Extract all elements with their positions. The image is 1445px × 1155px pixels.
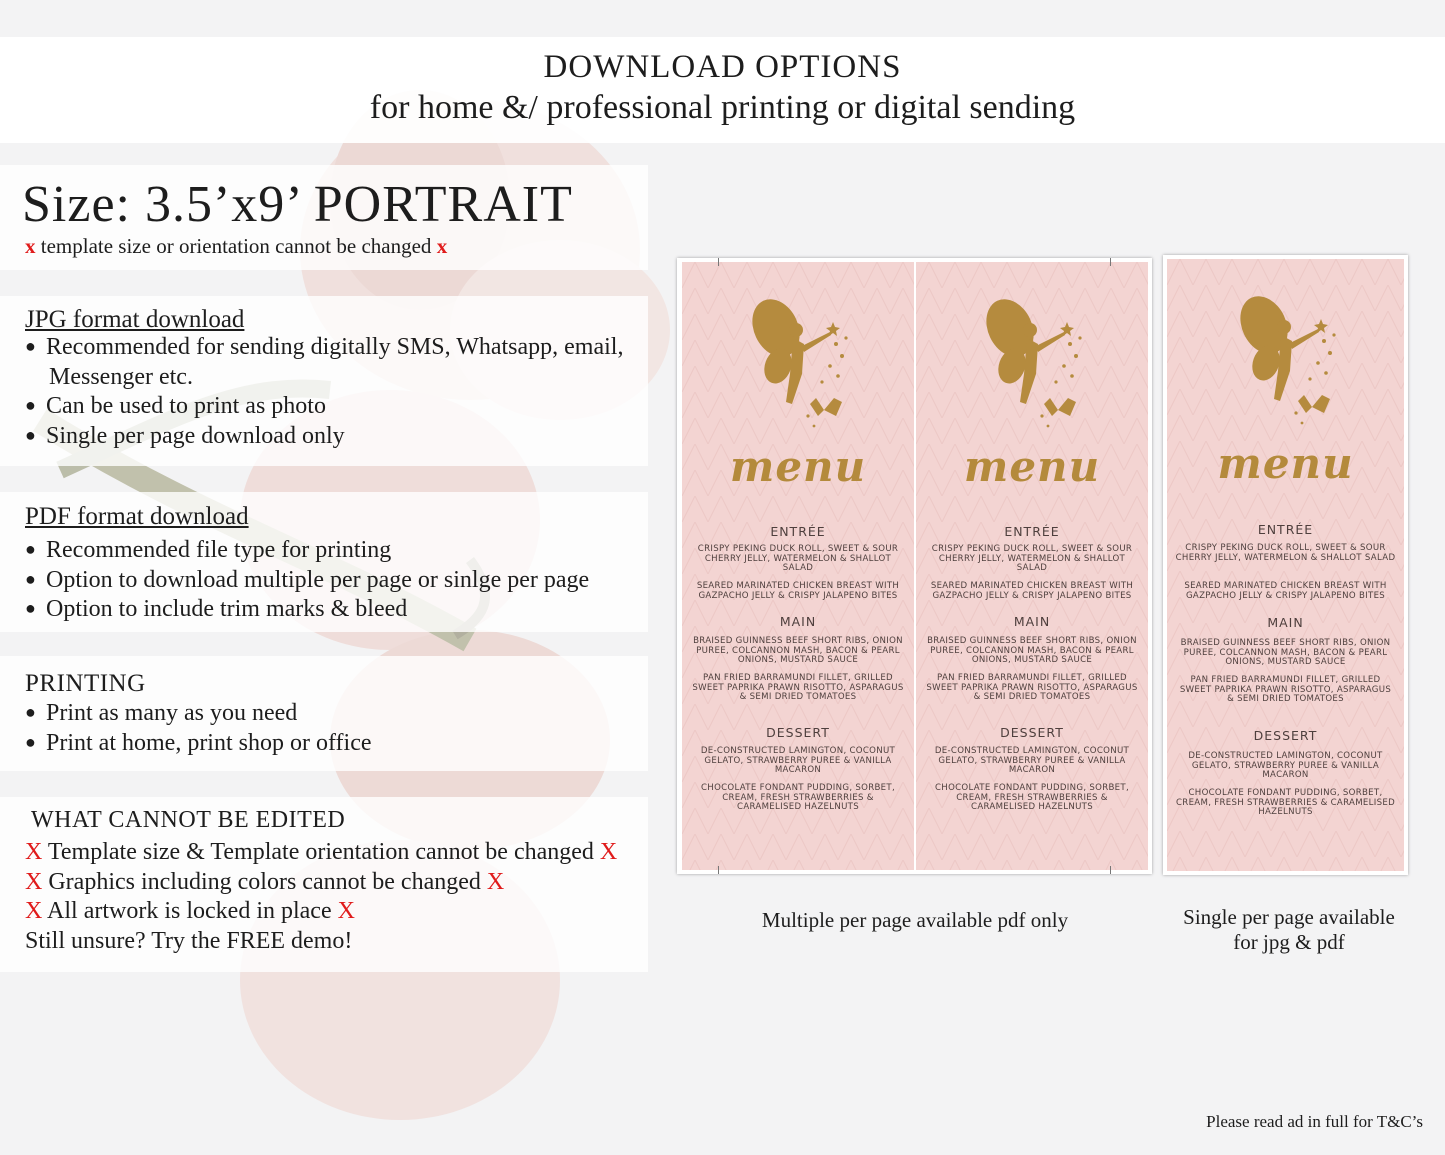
entree-heading: ENTRÉE bbox=[1257, 522, 1314, 537]
trim-mark bbox=[1110, 258, 1111, 266]
dessert-heading: DESSERT bbox=[1000, 725, 1064, 740]
entree-heading: ENTRÉE bbox=[770, 524, 826, 539]
multi-page-caption: Multiple per page available pdf only bbox=[761, 908, 1069, 932]
trim-mark bbox=[1110, 866, 1111, 874]
menu-item: DE-CONSTRUCTED LAMINGTON, COCONUT GELATO, STRAWBERRY PUREE & VANILLA MACARON bbox=[1188, 751, 1383, 781]
main-heading: MAIN bbox=[1013, 614, 1051, 629]
menu-card bbox=[1167, 259, 1404, 871]
menu-item: BRAISED GUINNESS BEEF SHORT RIBS, ONION PUREE, COLCANNON MASH, BACON & PEARL ONIONS, MUSTARD SAUCE bbox=[927, 636, 1137, 666]
menu-item: CHOCOLATE FONDANT PUDDING, SORBET, CREAM, FRESH STRAWBERRIES & CARAMELISED HAZELNUTS bbox=[1176, 788, 1395, 818]
size-note bbox=[25, 234, 447, 259]
list-item: ● Recommended file type for printing bbox=[25, 537, 392, 563]
pdf-heading: PDF format download bbox=[25, 503, 249, 530]
menu-item: CRISPY PEKING DUCK ROLL, SWEET & SOUR CHERRY JELLY, WATERMELON & SHALLOT SALAD bbox=[1175, 543, 1396, 563]
trim-mark bbox=[718, 258, 719, 266]
menu-item: DE-CONSTRUCTED LAMINGTON, COCONUT GELATO, STRAWBERRY PUREE & VANILLA MACARON bbox=[700, 746, 896, 776]
x-mark: x bbox=[436, 234, 448, 258]
menu-item: DE-CONSTRUCTED LAMINGTON, COCONUT GELATO, STRAWBERRY PUREE & VANILLA MACARON bbox=[934, 746, 1130, 776]
printing-panel bbox=[0, 656, 648, 771]
restrictions-heading: WHAT CANNOT BE EDITED bbox=[31, 807, 346, 833]
list-item: ● Single per page download only bbox=[25, 423, 345, 449]
menu-item: SEARED MARINATED CHICKEN BREAST WITH GAZPACHO JELLY & CRISPY JALAPENO BITES bbox=[1184, 581, 1387, 601]
restriction-line: X All artwork is locked in place X bbox=[25, 898, 355, 924]
list-item: ● Print as many as you need bbox=[25, 700, 298, 726]
main-heading: MAIN bbox=[779, 614, 817, 629]
list-item: ● Option to download multiple per page or sinlge per page bbox=[25, 567, 590, 593]
menu-card bbox=[682, 262, 914, 870]
menu-item: SEARED MARINATED CHICKEN BREAST WITH GAZPACHO JELLY & CRISPY JALAPENO BITES bbox=[696, 581, 900, 601]
dessert-heading: DESSERT bbox=[1253, 728, 1318, 743]
fairy-icon bbox=[972, 292, 1092, 432]
menu-item: BRAISED GUINNESS BEEF SHORT RIBS, ONION PUREE, COLCANNON MASH, BACON & PEARL ONIONS, MUSTARD SAUCE bbox=[1180, 638, 1391, 668]
menu-item: PAN FRIED BARRAMUNDI FILLET, GRILLED SWEET PAPRIKA PRAWN RISOTTO, ASPARAGUS & SEMI DRIED TOMATOES bbox=[692, 673, 904, 703]
menu-title: menu bbox=[963, 442, 1101, 491]
main-heading: MAIN bbox=[1267, 615, 1304, 630]
fairy-icon bbox=[1226, 289, 1346, 429]
size-panel bbox=[0, 165, 648, 270]
list-item-continuation: Messenger etc. bbox=[49, 364, 193, 390]
printing-heading: PRINTING bbox=[25, 670, 146, 697]
menu-title: menu bbox=[729, 442, 867, 491]
terms-note: Please read ad in full for T&C’s bbox=[1206, 1112, 1423, 1131]
restriction-line: X Graphics including colors cannot be changed X bbox=[25, 869, 505, 895]
jpg-panel bbox=[0, 296, 648, 466]
single-page-caption: Single per page available for jpg & pdf bbox=[1183, 905, 1395, 954]
menu-card bbox=[916, 262, 1148, 870]
list-item: ● Can be used to print as photo bbox=[25, 393, 326, 419]
menu-item: PAN FRIED BARRAMUNDI FILLET, GRILLED SWEET PAPRIKA PRAWN RISOTTO, ASPARAGUS & SEMI DRIED TOMATOES bbox=[1179, 675, 1392, 705]
list-item: ● Recommended for sending digitally SMS, Whatsapp, email, bbox=[25, 334, 624, 360]
menu-title: menu bbox=[1217, 439, 1354, 488]
size-title: Size: 3.5’x9’ PORTRAIT bbox=[22, 176, 573, 233]
demo-note: Still unsure? Try the FREE demo! bbox=[25, 928, 353, 954]
jpg-heading: JPG format download bbox=[25, 306, 245, 333]
menu-item: CHOCOLATE FONDANT PUDDING, SORBET, CREAM, FRESH STRAWBERRIES & CARAMELISED HAZELNUTS bbox=[935, 783, 1129, 813]
page-title: DOWNLOAD OPTIONS bbox=[543, 49, 902, 85]
fairy-icon bbox=[738, 292, 858, 432]
menu-item: CHOCOLATE FONDANT PUDDING, SORBET, CREAM, FRESH STRAWBERRIES & CARAMELISED HAZELNUTS bbox=[701, 783, 895, 813]
menu-item: SEARED MARINATED CHICKEN BREAST WITH GAZPACHO JELLY & CRISPY JALAPENO BITES bbox=[930, 581, 1134, 601]
menu-item: PAN FRIED BARRAMUNDI FILLET, GRILLED SWEET PAPRIKA PRAWN RISOTTO, ASPARAGUS & SEMI DRIED TOMATOES bbox=[926, 673, 1138, 703]
menu-item: CRISPY PEKING DUCK ROLL, SWEET & SOUR CHERRY JELLY, WATERMELON & SHALLOT SALAD bbox=[931, 544, 1133, 574]
size-note-text: template size or orientation cannot be changed bbox=[40, 234, 432, 258]
restriction-line: X Template size & Template orientation cannot be changed X bbox=[25, 839, 618, 865]
menu-item: BRAISED GUINNESS BEEF SHORT RIBS, ONION PUREE, COLCANNON MASH, BACON & PEARL ONIONS, MUSTARD SAUCE bbox=[693, 636, 903, 666]
trim-mark bbox=[718, 866, 719, 874]
page-subtitle: for home &/ professional printing or digital sending bbox=[369, 89, 1076, 126]
dessert-heading: DESSERT bbox=[766, 725, 830, 740]
menu-item: CRISPY PEKING DUCK ROLL, SWEET & SOUR CHERRY JELLY, WATERMELON & SHALLOT SALAD bbox=[697, 544, 899, 574]
entree-heading: ENTRÉE bbox=[1004, 524, 1060, 539]
restrictions-panel bbox=[0, 797, 648, 972]
pdf-panel bbox=[0, 492, 648, 632]
header-band bbox=[0, 37, 1445, 143]
list-item: ● Print at home, print shop or office bbox=[25, 730, 372, 756]
x-mark: x bbox=[25, 234, 36, 258]
list-item: ● Option to include trim marks & bleed bbox=[25, 596, 408, 622]
